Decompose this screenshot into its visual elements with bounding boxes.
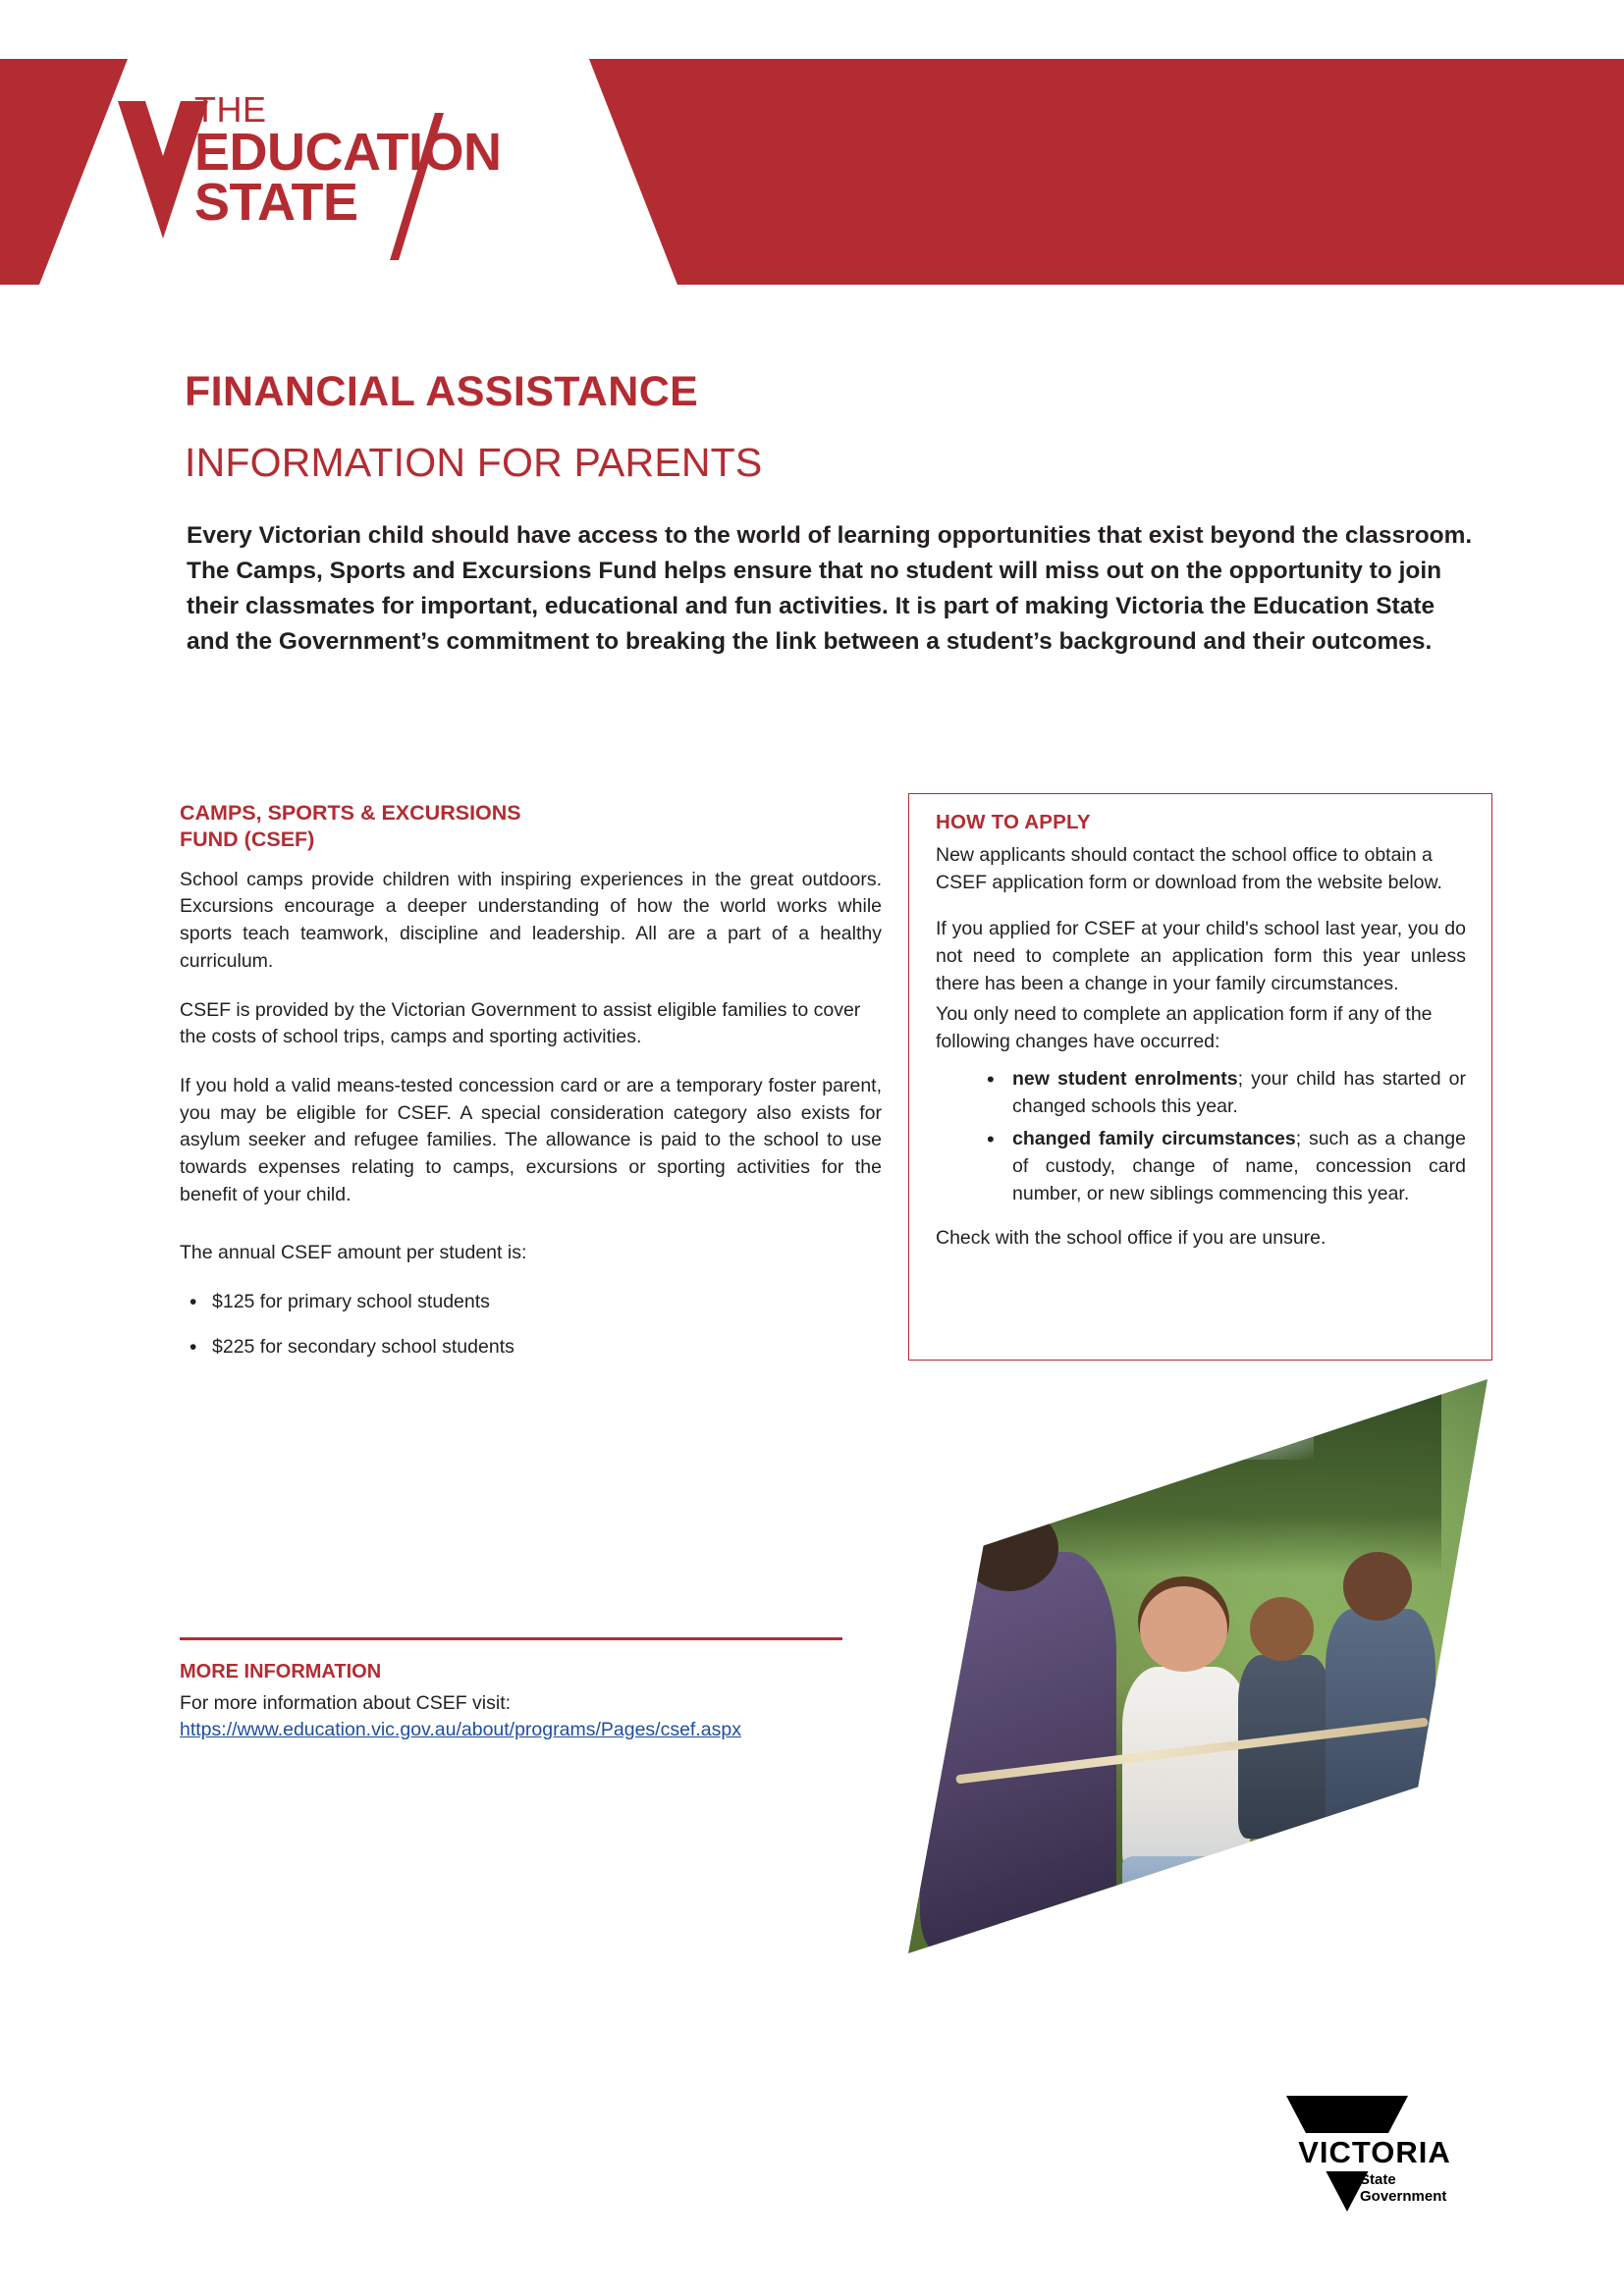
- csef-heading: [180, 800, 882, 853]
- page-title: FINANCIAL ASSISTANCE: [185, 368, 699, 415]
- logo-text: [194, 89, 502, 233]
- photo-child-left-head: [960, 1506, 1058, 1592]
- list-item-label: new student enrolments: [1012, 1067, 1238, 1090]
- victoria-sublabel-state: State: [1360, 2171, 1396, 2188]
- apply-paragraph-2: If you applied for CSEF at your child's school last year, you do not need to complete an application form this year unless there has been a change in your family circumstances.: [936, 918, 1466, 994]
- photo-child-center-head: [1140, 1586, 1227, 1673]
- apply-paragraph-1: New applicants should contact the school office to obtain a CSEF application form or download from the website below.: [936, 844, 1442, 893]
- page-subtitle: INFORMATION FOR PARENTS: [185, 440, 763, 485]
- photo-child-boy-head: [1250, 1597, 1314, 1660]
- more-information-text: For more information about CSEF visit:: [180, 1692, 512, 1714]
- csef-paragraph-2: CSEF is provided by the Victorian Government to assist eligible families to cover the costs of school trips, camps and sporting activities.: [180, 998, 861, 1048]
- list-item: • $125 for primary school students: [180, 1289, 882, 1316]
- more-information-divider: [180, 1637, 842, 1640]
- victoria-sublabel-government: Government: [1360, 2187, 1447, 2205]
- photo-child-left: [920, 1552, 1117, 1954]
- more-information-heading: MORE INFORMATION: [180, 1661, 382, 1682]
- apply-paragraph-4: Check with the school office if you are unsure.: [936, 1227, 1326, 1250]
- photo-child-center: [1122, 1667, 1250, 1879]
- tug-of-war-photo: [908, 1379, 1488, 1953]
- photo-child-right-head: [1343, 1552, 1413, 1621]
- csef-paragraph-1: School camps provide children with inspiring experiences in the great outdoors. Excursions encourage a deeper understanding of how the world works while sports teach teamwork, discipline and leadership. All are a part of a healthy curriculum.: [180, 868, 882, 972]
- logo-chevron-inner-icon: [145, 101, 181, 156]
- csef-heading-line1: CAMPS, SPORTS & EXCURSIONS: [180, 801, 521, 825]
- how-to-apply-heading: HOW TO APPLY: [936, 811, 1091, 833]
- csef-section: [180, 800, 882, 1378]
- more-information-section: [180, 1661, 887, 1741]
- photo-child-center-shorts: [1122, 1856, 1244, 1931]
- csef-paragraph-3: If you hold a valid means-tested concession card or are a temporary foster parent, you may be eligible for CSEF. A special consideration category also exists for asylum seeker and refugee families. The allowance is paid to the school to use towards expenses relating to camps, excursions or sporting activities for the benefit of your child.: [180, 1074, 882, 1205]
- list-item-text: ; your child has started or changed schools this year.: [1012, 1067, 1467, 1117]
- logo-line-state: STATE: [194, 173, 358, 233]
- list-item: [936, 1126, 1466, 1207]
- photo-sky: [1082, 1391, 1314, 1460]
- csef-amount-intro: The annual CSEF amount per student is:: [180, 1242, 527, 1264]
- intro-paragraph: Every Victorian child should have access to the world of learning opportunities that exist beyond the classroom. The Camps, Sports and Excursions Fund helps ensure that no student will miss out on the opportunity to join their classmates for important, educational and fun activities. It is part of making Victoria the Education State and the Government’s commitment to breaking the link between a student’s background and their outcomes.: [187, 522, 1473, 655]
- csef-heading-line2: FUND (CSEF): [180, 827, 315, 851]
- education-state-logo: [118, 89, 530, 250]
- apply-paragraph-3: You only need to complete an application form if any of the following changes have occurred:: [936, 1003, 1433, 1053]
- victoria-wordmark: VICTORIA: [1276, 2133, 1473, 2171]
- victoria-sublabel: [1360, 2172, 1446, 2206]
- list-item-text: ; such as a change of custody, change of name, concession card number, or new siblings commencing this year.: [1012, 1128, 1466, 1204]
- list-item: [936, 1066, 1466, 1120]
- how-to-apply-box: [908, 793, 1492, 1361]
- list-item-label: changed family circumstances: [1012, 1128, 1296, 1150]
- logo-line-the: THE: [194, 89, 267, 130]
- logo-line-education: EDUCATION: [194, 122, 502, 182]
- apply-change-list: [936, 1066, 1466, 1207]
- page-header: [0, 0, 1624, 285]
- list-item: • $225 for secondary school students: [180, 1334, 882, 1362]
- csef-website-link[interactable]: https://www.education.vic.gov.au/about/programs/Pages/csef.aspx: [180, 1719, 741, 1741]
- victoria-state-government-logo: [1267, 2096, 1478, 2233]
- csef-amount-list: [180, 1289, 882, 1361]
